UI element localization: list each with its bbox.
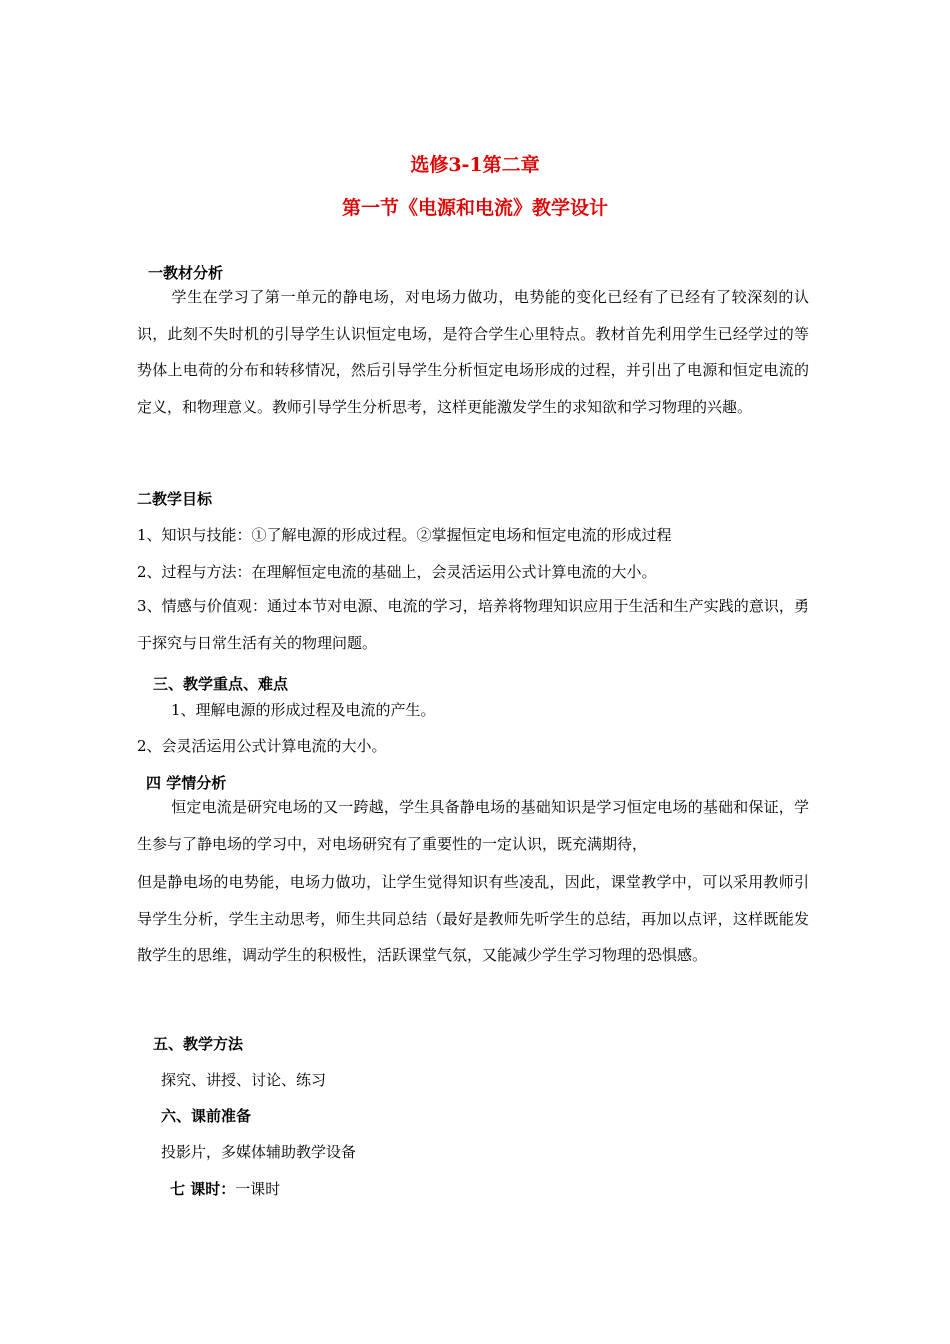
section-2-item-1: 1、知识与技能：①了解电源的形成过程。②掌握恒定电场和恒定电流的形成过程: [137, 526, 672, 544]
section-5-heading: 五、教学方法: [153, 1035, 244, 1053]
section-1-text-content: 学生在学习了第一单元的静电场，对电场力做功，电势能的变化已经有了已经有了较深刻的认识，此刻不失时机的引导学生认识恒定电场，是符合学生心里特点。教材首先利用学生已经学过的等势体上电荷的分布和转移情况，然后引导学生分析恒定电场形成的过程，并引出了电源和恒定电流的定义，和物理意义。教师引导学生分析思考，这样更能激发学生的求知欲和学习物理的兴趣。: [137, 288, 809, 416]
section-2-heading: 二教学目标: [137, 490, 213, 508]
section-4-text-2: 但是静电场的电势能，电场力做功，让学生觉得知识有些凌乱，因此，课堂教学中，可以采用教师引导学生分析，学生主动思考，师生共同总结（最好是教师先听学生的总结，再加以点评，这样既能发散学生的思维，调动学生的积极性，活跃课堂气氛，又能减少学生学习物理的恐惧感。: [137, 873, 809, 964]
section-1-heading: 一教材分析: [148, 264, 224, 282]
section-4-text-1: [137, 789, 809, 862]
section-1-text: [137, 279, 809, 425]
section-5-text: 探究、讲授、讨论、练习: [161, 1071, 327, 1089]
section-4-text-1-content: 恒定电流是研究电场的又一跨越，学生具备静电场的基础知识是学习恒定电场的基础和保证，学生参与了静电场的学习中，对电场研究有了重要性的一定认识，既充满期待，: [137, 798, 809, 853]
section-7-text: 一课时: [235, 1180, 281, 1198]
section-7-line: [170, 1178, 280, 1199]
section-2-item-2: 2、过程与方法：在理解恒定电流的基础上，会灵活运用公式计算电流的大小。: [137, 563, 657, 581]
doc-title-chapter: 选修3-1第二章: [410, 154, 540, 176]
section-7-heading: 七 课时：: [170, 1180, 236, 1198]
section-2-item-3: 3、情感与价值观：通过本节对电源、电流的学习，培养将物理知识应用于生活和生产实践的意识，勇于探究与日常生活有关的物理问题。: [137, 597, 809, 652]
section-4-heading: 四 学情分析: [146, 774, 227, 792]
doc-title-lesson: 第一节《电源和电流》教学设计: [341, 197, 608, 219]
section-3-item-2: 2、会灵活运用公式计算电流的大小。: [137, 737, 387, 755]
section-6-text: 投影片，多媒体辅助教学设备: [161, 1143, 357, 1161]
section-3-item-1: 1、理解电源的形成过程及电流的产生。: [171, 701, 436, 719]
section-3-heading: 三、教学重点、难点: [153, 675, 289, 693]
section-6-heading: 六、课前准备: [161, 1107, 252, 1125]
